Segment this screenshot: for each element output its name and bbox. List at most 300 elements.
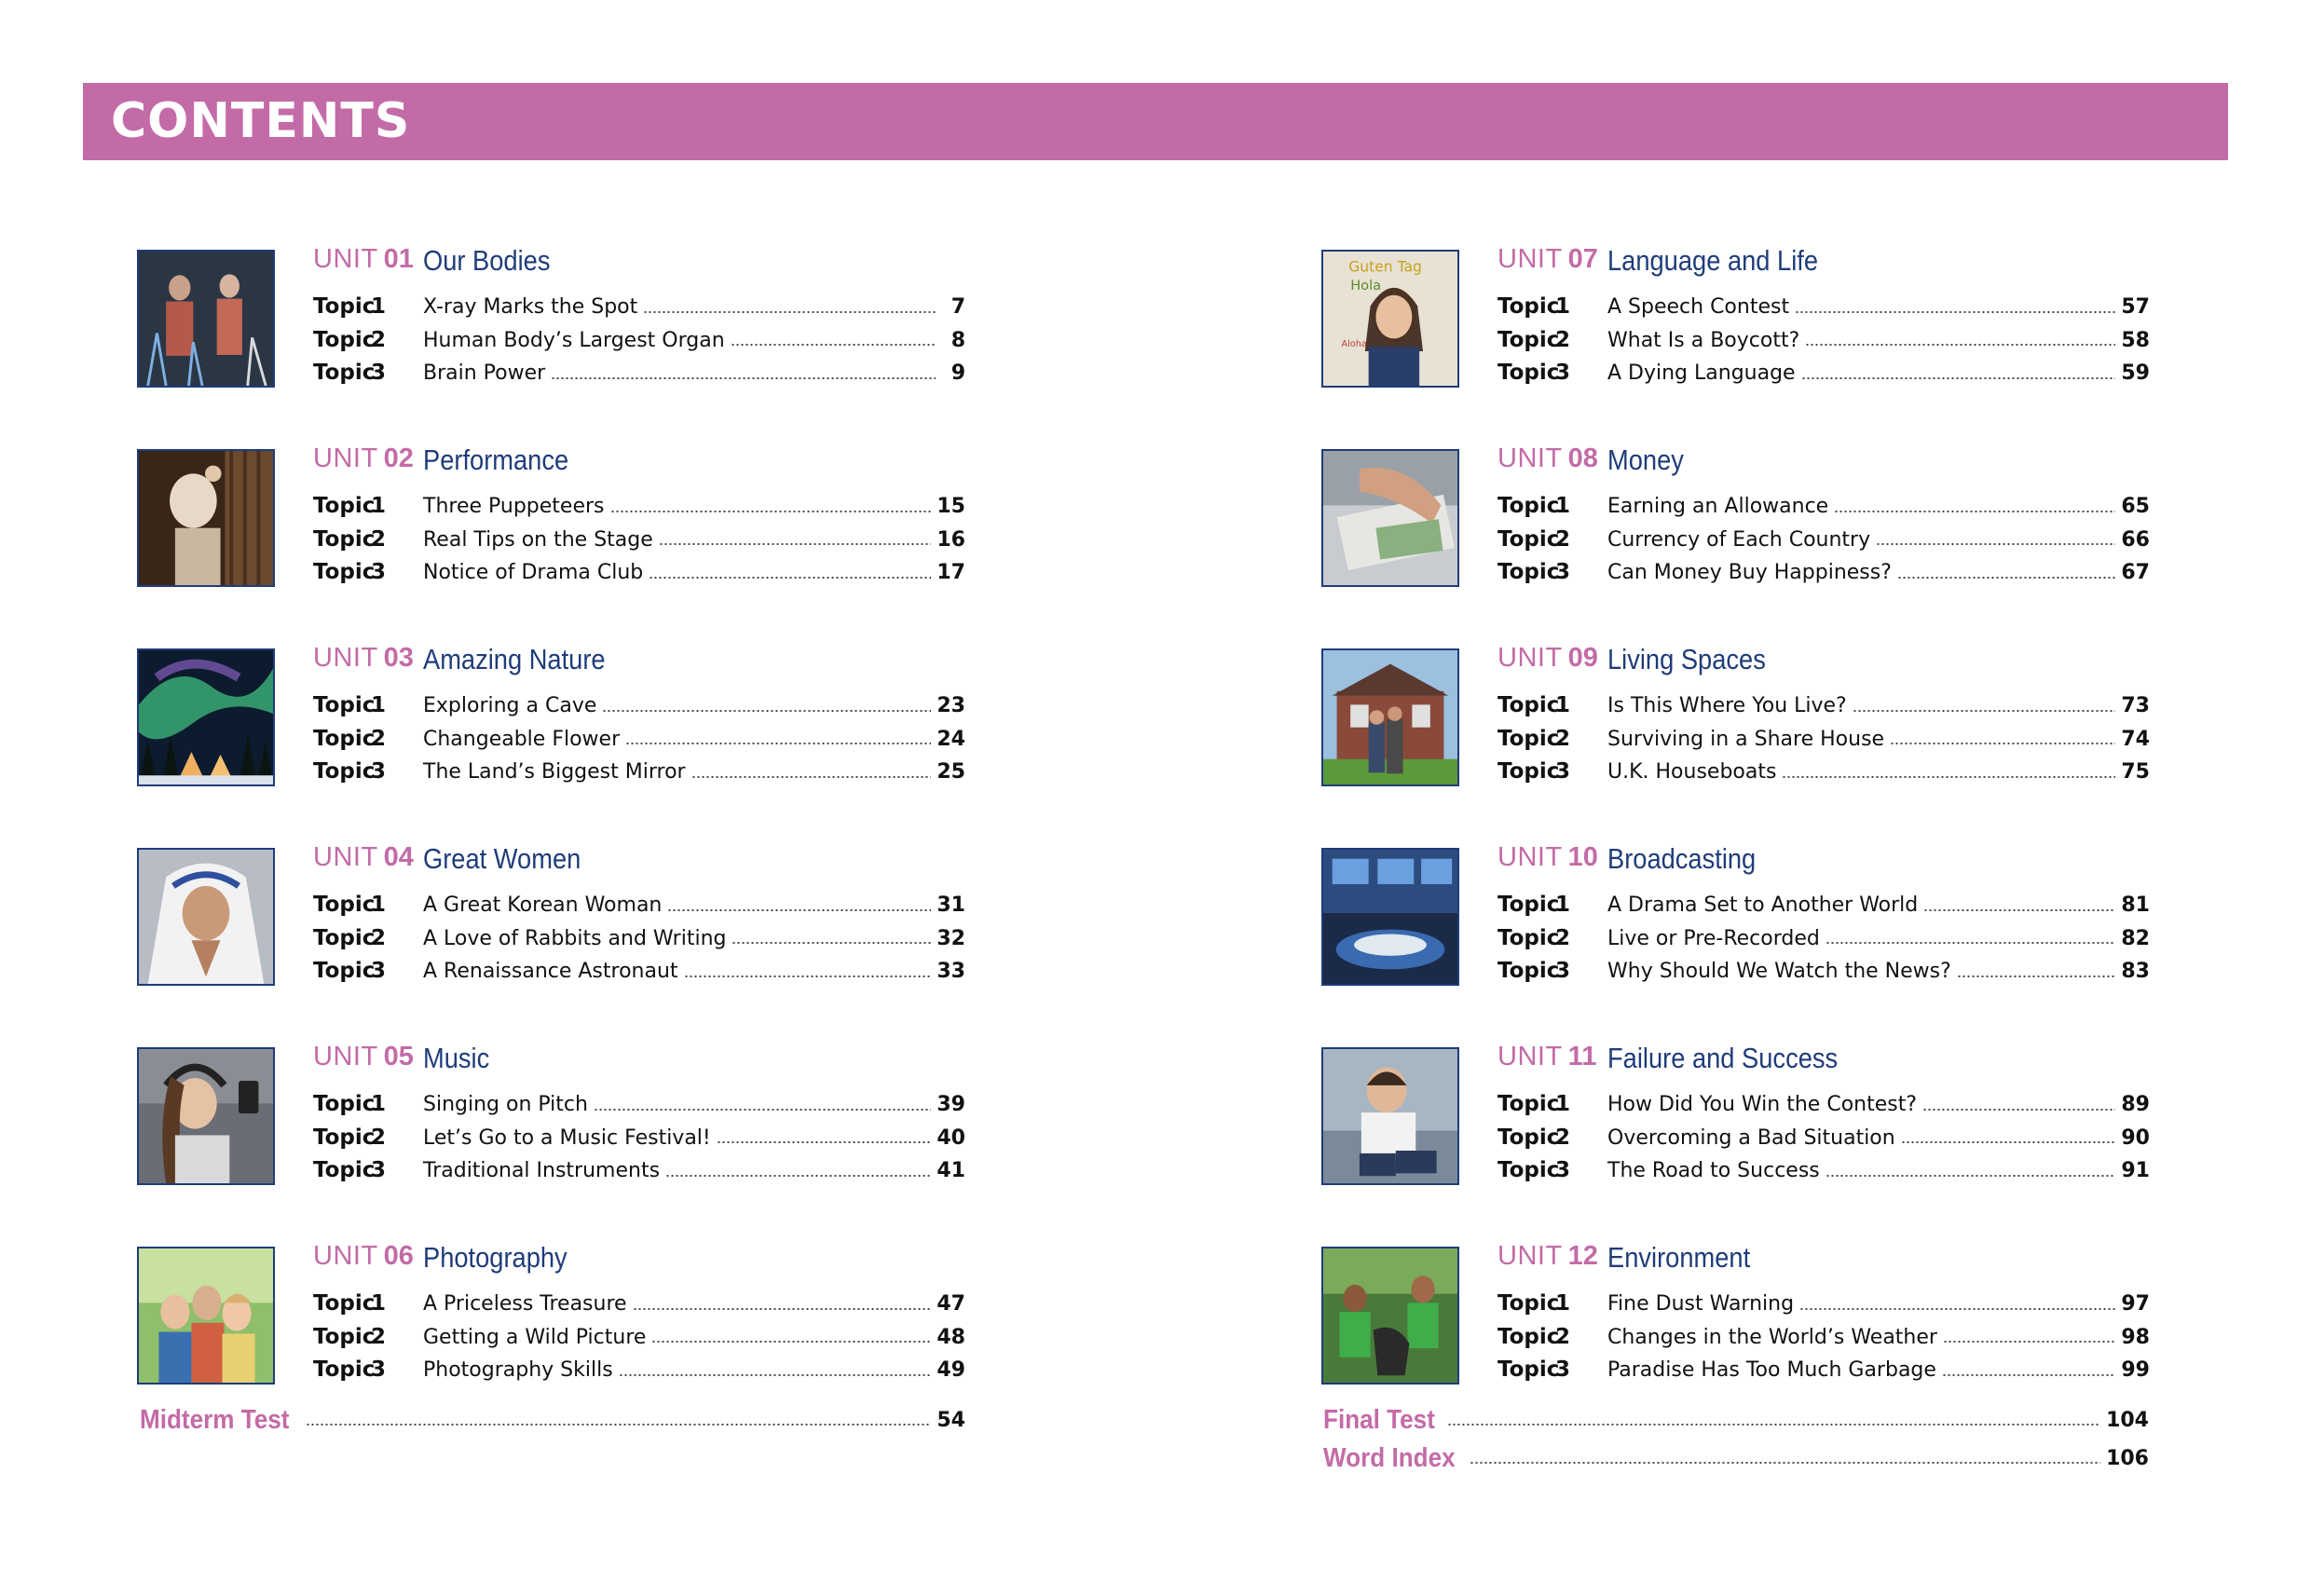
topic-title: Let’s Go to a Music Festival! (423, 1125, 711, 1150)
topic-entry[interactable] (1497, 1088, 2150, 1122)
unit-number: 12 (1567, 1241, 1598, 1271)
topic-title: Notice of Drama Club (423, 561, 644, 585)
unit-prefix: UNIT (313, 1042, 378, 1071)
leader-dots (1801, 377, 2116, 379)
topic-entry[interactable] (313, 689, 965, 723)
unit-prefix: UNIT (1497, 1042, 1563, 1071)
page-number: 98 (2121, 1325, 2150, 1349)
topic-label: Topic (1497, 893, 1560, 918)
unit-07-block (1184, 244, 2209, 399)
unit-number: 02 (383, 443, 414, 473)
page-number: 32 (937, 926, 965, 950)
unit-number: 07 (1567, 244, 1598, 274)
leader-dots (651, 1341, 931, 1343)
topic-number: 1 (1555, 494, 1571, 519)
topic-title: How Did You Win the Contest? (1607, 1093, 1918, 1117)
leader-dots (306, 1424, 931, 1425)
topic-title: The Land’s Biggest Mirror (423, 760, 686, 784)
unit-prefix: UNIT (1497, 443, 1563, 473)
topic-label: Topic (313, 925, 376, 950)
news-studio-photo (1321, 848, 1459, 986)
leader-dots (1890, 743, 2115, 744)
topic-number: 2 (371, 726, 387, 751)
leader-dots (659, 543, 932, 545)
topic-list (1497, 889, 2150, 989)
unit-number: 11 (1567, 1042, 1597, 1071)
topic-number: 3 (371, 1357, 387, 1383)
unit-title: Money (1607, 443, 1684, 476)
svg-text:Guten Tag: Guten Tag (1348, 258, 1422, 276)
leader-dots (602, 710, 931, 712)
page-number: 58 (2121, 328, 2150, 352)
topic-number: 3 (371, 959, 387, 984)
topic-title: Brain Power (423, 361, 546, 386)
leader-dots (551, 377, 936, 379)
unit-06-block (0, 1241, 1025, 1396)
topic-entry[interactable] (1497, 922, 2150, 956)
topic-title: Real Tips on the Stage (423, 527, 653, 552)
unit-prefix: UNIT (1497, 1241, 1563, 1271)
topic-entry[interactable] (1497, 689, 2150, 723)
leader-dots (731, 344, 936, 346)
topic-entry[interactable] (313, 955, 965, 989)
topic-label: Topic (1497, 726, 1560, 751)
topic-label: Topic (1497, 1092, 1560, 1117)
topic-number: 1 (371, 494, 387, 519)
leader-dots (717, 1141, 932, 1143)
leader-dots (594, 1109, 931, 1111)
svg-text:Aloha: Aloha (1341, 339, 1367, 350)
praying-woman-photo (137, 848, 275, 986)
topic-entry[interactable] (313, 1321, 965, 1355)
topic-label: Topic (1497, 1357, 1560, 1383)
word-index-entry[interactable] (1323, 1439, 2149, 1477)
topic-title: A Love of Rabbits and Writing (423, 926, 727, 950)
topic-entry[interactable] (313, 1122, 965, 1155)
topic-label: Topic (313, 693, 376, 718)
topic-number: 3 (371, 560, 387, 585)
topic-entry[interactable] (313, 1288, 965, 1321)
leader-dots (1876, 543, 2115, 545)
topic-label: Topic (1497, 560, 1560, 585)
unit-03-block (0, 643, 1025, 798)
topic-label: Topic (1497, 759, 1560, 784)
topic-list (313, 689, 965, 789)
unit-heading[interactable] (313, 842, 581, 883)
topic-title: U.K. Houseboats (1607, 760, 1777, 784)
topic-entry[interactable] (313, 889, 965, 922)
topic-list (313, 1088, 965, 1188)
topic-number: 1 (371, 294, 387, 320)
unit-number: 10 (1567, 842, 1598, 872)
topic-label: Topic (313, 494, 376, 519)
leader-dots (665, 1175, 931, 1177)
topic-label: Topic (313, 560, 376, 585)
page-number: 73 (2121, 694, 2150, 718)
unit-heading[interactable] (1497, 244, 1819, 285)
topic-entry[interactable] (1497, 556, 2150, 590)
aurora-photo (137, 648, 275, 786)
unit-10-block (1184, 842, 2209, 997)
unit-prefix: UNIT (1497, 244, 1563, 274)
unit-02-block (0, 443, 1025, 598)
midterm-test-entry[interactable] (140, 1401, 965, 1439)
unit-title: Music (423, 1042, 490, 1074)
topic-label: Topic (1497, 526, 1560, 552)
topic-list (1497, 1288, 2150, 1387)
topic-title: A Priceless Treasure (423, 1292, 627, 1316)
topic-label: Topic (313, 726, 376, 751)
page-number: 40 (937, 1125, 965, 1150)
topic-title: What Is a Boycott? (1607, 328, 1800, 352)
topic-title: Changeable Flower (423, 727, 621, 751)
friends-selfie-photo (137, 1247, 275, 1385)
leader-dots (1942, 1374, 2115, 1376)
leader-dots (1795, 311, 2115, 313)
page-number: 74 (2121, 727, 2150, 751)
unit-heading[interactable] (1497, 1042, 1839, 1083)
page-number: 8 (950, 328, 965, 352)
page-number: 66 (2121, 527, 2150, 552)
page-number: 67 (2121, 561, 2150, 585)
topic-entry[interactable] (1497, 291, 2150, 324)
topic-title: Is This Where You Live? (1607, 694, 1847, 718)
topic-list (1497, 689, 2150, 789)
topic-list (1497, 291, 2150, 390)
topic-number: 2 (1555, 925, 1571, 950)
topic-title: Getting a Wild Picture (423, 1325, 647, 1349)
topic-title: A Drama Set to Another World (1607, 893, 1919, 918)
page-number: 49 (937, 1358, 965, 1383)
leader-dots (1799, 1308, 2115, 1310)
topic-number: 2 (1555, 526, 1571, 552)
unit-number: 03 (383, 643, 414, 673)
page-number: 17 (937, 561, 965, 585)
svg-text:Hola: Hola (1350, 277, 1382, 293)
topic-entry[interactable] (313, 723, 965, 757)
unit-number: 04 (383, 842, 414, 872)
unit-05-block (0, 1042, 1025, 1196)
topic-entry[interactable] (1497, 1354, 2150, 1387)
topic-label: Topic (313, 959, 376, 984)
leader-dots (1901, 1141, 2116, 1143)
page-number: 25 (937, 760, 965, 784)
topic-number: 3 (1555, 1158, 1571, 1183)
topic-entry[interactable] (313, 1154, 965, 1188)
topic-number: 2 (371, 327, 387, 352)
topic-title: Currency of Each Country (1607, 527, 1871, 552)
unit-heading[interactable] (313, 1241, 567, 1282)
page-number: 65 (2121, 495, 2150, 519)
page-number: 41 (937, 1159, 965, 1183)
leader-dots (1897, 577, 2115, 579)
topic-title: Overcoming a Bad Situation (1607, 1125, 1895, 1150)
unit-heading[interactable] (1497, 1241, 1751, 1282)
topic-label: Topic (313, 1158, 376, 1183)
topic-label: Topic (1497, 494, 1560, 519)
topic-number: 2 (1555, 1125, 1571, 1150)
page-number: 9 (950, 361, 965, 386)
topic-title: Live or Pre-Recorded (1607, 926, 1820, 950)
topic-entry[interactable] (1497, 756, 2150, 789)
unit-heading[interactable] (313, 1042, 490, 1083)
topic-number: 1 (371, 1291, 387, 1316)
topic-title: Traditional Instruments (423, 1159, 661, 1183)
leader-dots (1923, 909, 2115, 911)
leader-dots (625, 743, 931, 744)
topic-entry[interactable] (313, 1354, 965, 1387)
topic-title: Paradise Has Too Much Garbage (1607, 1358, 1936, 1383)
topic-entry[interactable] (1497, 955, 2150, 989)
unit-title: Language and Life (1607, 244, 1819, 277)
topic-list (313, 1288, 965, 1387)
page-number: 83 (2121, 960, 2150, 984)
unit-heading[interactable] (313, 244, 551, 285)
unit-title: Our Bodies (423, 244, 551, 277)
topic-number: 1 (371, 893, 387, 918)
topic-number: 1 (1555, 294, 1571, 320)
upset-boy-photo (1321, 1047, 1459, 1185)
page-number: 54 (937, 1408, 965, 1432)
topic-label: Topic (1497, 959, 1560, 984)
topic-number: 3 (1555, 759, 1571, 784)
topic-entry[interactable] (313, 490, 965, 524)
unit-title: Environment (1607, 1241, 1751, 1274)
topic-number: 3 (1555, 1357, 1571, 1383)
unit-title: Performance (423, 443, 569, 476)
topic-title: Can Money Buy Happiness? (1607, 561, 1892, 585)
page-number: 31 (937, 893, 965, 918)
topic-entry[interactable] (1497, 889, 2150, 922)
unit-title: Living Spaces (1607, 643, 1766, 675)
topic-label: Topic (1497, 1125, 1560, 1150)
cash-hand-photo (1321, 449, 1459, 587)
topic-title: The Road to Success (1607, 1159, 1820, 1183)
final-test-label: Final Test (1323, 1404, 1435, 1435)
unit-heading[interactable] (1497, 842, 1757, 883)
topic-label: Topic (1497, 294, 1560, 320)
unit-11-block (1184, 1042, 2209, 1196)
topic-entry[interactable] (1497, 1154, 2150, 1188)
unit-prefix: UNIT (313, 244, 378, 274)
topic-label: Topic (313, 1324, 376, 1349)
topic-label: Topic (313, 294, 376, 320)
topic-title: Photography Skills (423, 1358, 613, 1383)
midterm-test-label: Midterm Test (140, 1404, 290, 1435)
leader-dots (1805, 344, 2115, 346)
topic-number: 1 (1555, 693, 1571, 718)
page-number: 89 (2121, 1093, 2150, 1117)
leader-dots (691, 776, 932, 778)
page-number: 99 (2121, 1358, 2150, 1383)
page-number: 7 (950, 295, 965, 320)
topic-title: Surviving in a Share House (1607, 727, 1885, 751)
topic-number: 3 (371, 759, 387, 784)
leader-dots (643, 311, 936, 313)
unit-prefix: UNIT (313, 1241, 378, 1271)
page-number: 82 (2121, 926, 2150, 950)
topic-entry[interactable] (313, 756, 965, 789)
page-number: 23 (937, 694, 965, 718)
leader-dots (1957, 975, 2116, 977)
topic-number: 3 (371, 361, 387, 386)
unit-title: Amazing Nature (423, 643, 606, 675)
final-test-entry[interactable] (1323, 1401, 2149, 1439)
leader-dots (667, 909, 931, 911)
topic-title: Exploring a Cave (423, 694, 597, 718)
topic-entry[interactable] (313, 556, 965, 590)
page-number: 90 (2121, 1125, 2150, 1150)
greetings-woman-photo (1321, 250, 1459, 388)
volunteers-cleanup-photo (1321, 1247, 1459, 1385)
leader-dots (1943, 1341, 2115, 1343)
topic-entry[interactable] (313, 524, 965, 557)
unit-title: Broadcasting (1607, 842, 1757, 875)
leader-dots (1782, 776, 2115, 778)
topic-entry[interactable] (1497, 1321, 2150, 1355)
topic-entry[interactable] (1497, 1122, 2150, 1155)
topic-number: 2 (1555, 726, 1571, 751)
unit-number: 08 (1567, 443, 1598, 473)
unit-prefix: UNIT (1497, 643, 1563, 673)
leader-dots (1826, 942, 2116, 944)
topic-list (313, 291, 965, 390)
topic-label: Topic (313, 1125, 376, 1150)
unit-number: 06 (383, 1241, 414, 1271)
unit-08-block (1184, 443, 2209, 598)
topic-entry[interactable] (1497, 524, 2150, 557)
topic-number: 1 (1555, 1291, 1571, 1316)
page-title: CONTENTS (111, 93, 411, 149)
unit-number: 01 (383, 244, 414, 274)
topic-entry[interactable] (1497, 490, 2150, 524)
topic-title: A Renaissance Astronaut (423, 960, 678, 984)
topic-number: 1 (371, 693, 387, 718)
topic-number: 3 (371, 1158, 387, 1183)
topic-title: Why Should We Watch the News? (1607, 960, 1951, 984)
topic-number: 1 (1555, 1092, 1571, 1117)
topic-list (313, 889, 965, 989)
topic-label: Topic (1497, 693, 1560, 718)
unit-prefix: UNIT (313, 443, 378, 473)
topic-entry[interactable] (313, 291, 965, 324)
leader-dots (1826, 1175, 2116, 1177)
unit-heading[interactable] (313, 643, 606, 684)
leader-dots (610, 511, 932, 512)
topic-number: 3 (1555, 560, 1571, 585)
topic-title: A Great Korean Woman (423, 893, 663, 918)
topic-label: Topic (313, 1092, 376, 1117)
topic-number: 2 (371, 1125, 387, 1150)
leader-dots (649, 577, 931, 579)
unit-12-block (1184, 1241, 2209, 1396)
unit-number: 09 (1567, 643, 1598, 673)
family-house-photo (1321, 648, 1459, 786)
page-number: 47 (937, 1292, 965, 1316)
page-number: 104 (2106, 1408, 2149, 1432)
topic-title: A Speech Contest (1607, 295, 1790, 320)
leader-dots (619, 1374, 932, 1376)
topic-label: Topic (1497, 361, 1560, 386)
leader-dots (1922, 1109, 2115, 1111)
contents-banner (83, 83, 2228, 160)
topic-label: Topic (1497, 1324, 1560, 1349)
topic-entry[interactable] (313, 324, 965, 358)
unit-title: Photography (423, 1241, 567, 1274)
topic-label: Topic (313, 1357, 376, 1383)
unit-prefix: UNIT (313, 643, 378, 673)
topic-title: Changes in the World’s Weather (1607, 1325, 1937, 1349)
leader-dots (684, 975, 932, 977)
page-number: 75 (2121, 760, 2150, 784)
topic-label: Topic (313, 361, 376, 386)
page-number: 48 (937, 1325, 965, 1349)
leader-dots (1853, 710, 2116, 712)
topic-title: Earning an Allowance (1607, 495, 1829, 519)
topic-number: 2 (371, 526, 387, 552)
leader-dots (732, 942, 931, 944)
page-number: 24 (937, 727, 965, 751)
page-number: 81 (2121, 893, 2150, 918)
topic-number: 1 (1555, 893, 1571, 918)
topic-number: 2 (1555, 1324, 1571, 1349)
topic-entry[interactable] (1497, 1288, 2150, 1321)
topic-number: 3 (1555, 959, 1571, 984)
topic-number: 2 (371, 925, 387, 950)
topic-entry[interactable] (1497, 357, 2150, 390)
topic-number: 1 (371, 1092, 387, 1117)
topic-entry[interactable] (313, 922, 965, 956)
topic-number: 2 (371, 1324, 387, 1349)
topic-entry[interactable] (1497, 324, 2150, 358)
unit-01-block (0, 244, 1025, 399)
leader-dots (1470, 1462, 2100, 1464)
topic-title: A Dying Language (1607, 361, 1796, 386)
word-index-label: Word Index (1323, 1442, 1456, 1473)
topic-title: Singing on Pitch (423, 1093, 588, 1117)
topic-title: Three Puppeteers (423, 495, 605, 519)
topic-entry[interactable] (1497, 723, 2150, 757)
topic-label: Topic (1497, 1291, 1560, 1316)
unit-prefix: UNIT (313, 842, 378, 872)
unit-04-block (0, 842, 1025, 997)
leader-dots (1447, 1424, 2100, 1425)
topic-label: Topic (313, 759, 376, 784)
unit-heading[interactable] (313, 443, 569, 484)
topic-entry[interactable] (313, 1088, 965, 1122)
unit-heading[interactable] (1497, 643, 1766, 684)
topic-list (1497, 490, 2150, 590)
page-number: 91 (2121, 1159, 2150, 1183)
topic-label: Topic (313, 893, 376, 918)
page-number: 15 (937, 495, 965, 519)
girl-headphones-photo (137, 1047, 275, 1185)
topic-label: Topic (1497, 925, 1560, 950)
page-number: 97 (2121, 1292, 2150, 1316)
unit-title: Great Women (423, 842, 581, 875)
mime-performer-photo (137, 449, 275, 587)
unit-number: 05 (383, 1042, 414, 1071)
topic-label: Topic (1497, 327, 1560, 352)
page-number: 106 (2106, 1446, 2149, 1470)
page-number: 59 (2121, 361, 2150, 386)
unit-09-block (1184, 643, 2209, 798)
page-number: 57 (2121, 295, 2150, 320)
unit-heading[interactable] (1497, 443, 1684, 484)
topic-label: Topic (313, 327, 376, 352)
topic-entry[interactable] (313, 357, 965, 390)
topic-number: 3 (1555, 361, 1571, 386)
